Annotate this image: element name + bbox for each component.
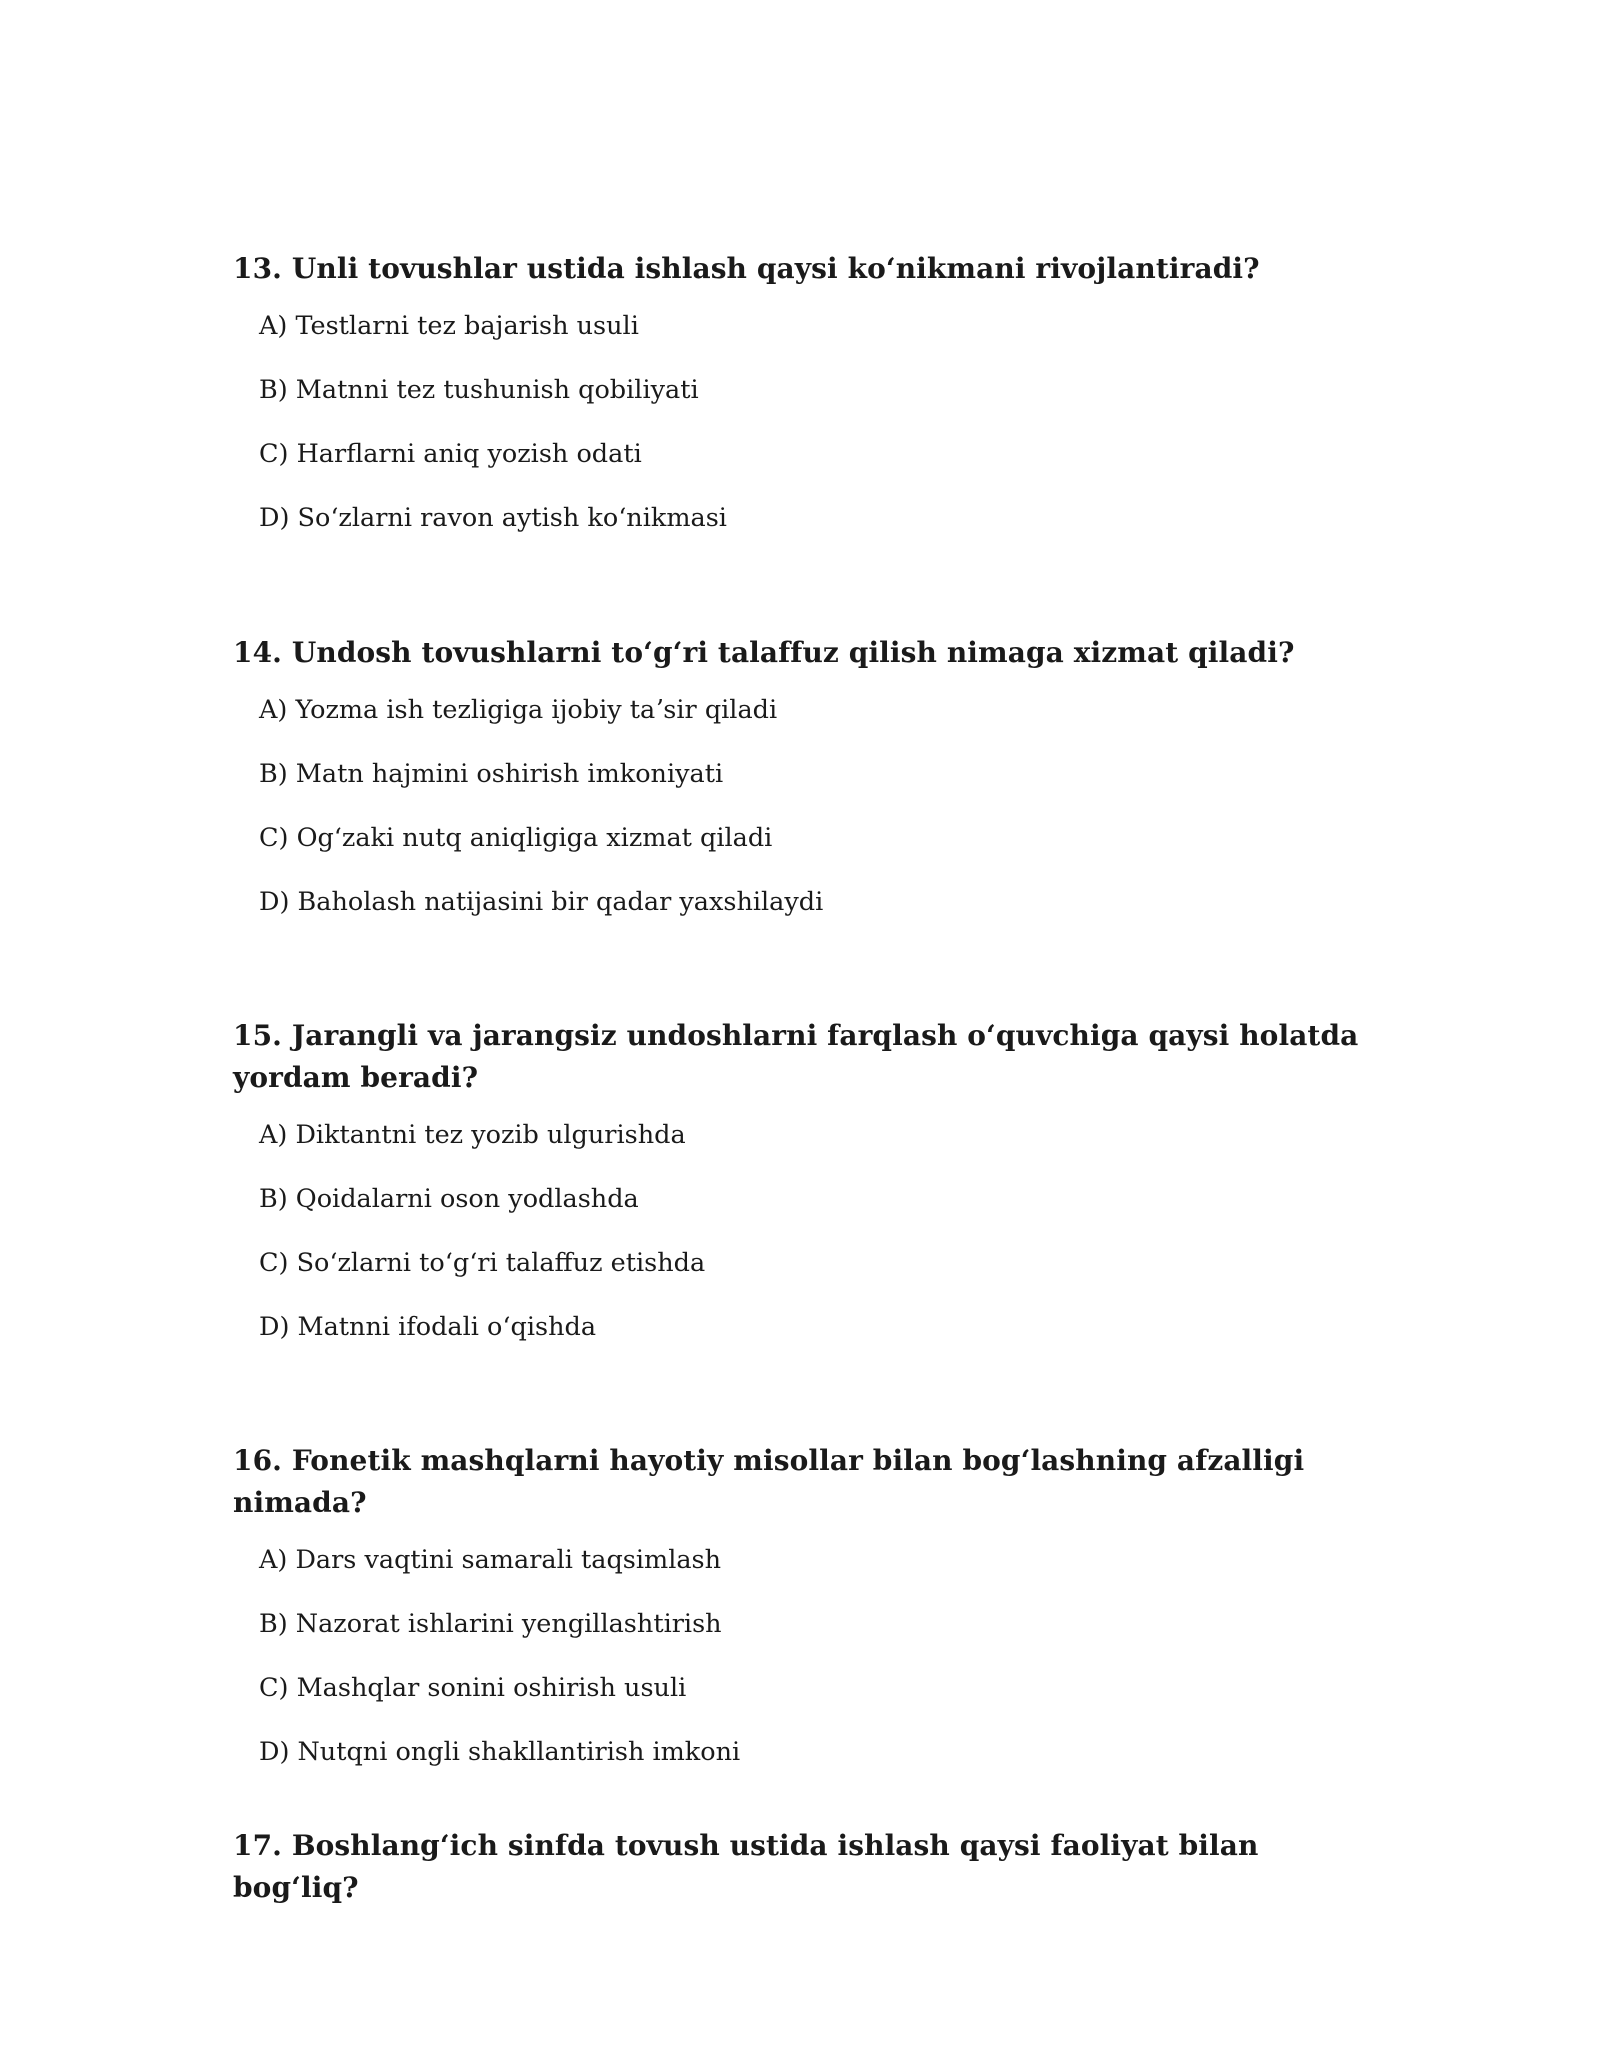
option-a: A) Diktantni tez yozib ulgurishda bbox=[259, 1120, 686, 1150]
question-15 bbox=[233, 1015, 1393, 1344]
question-13 bbox=[233, 248, 1393, 535]
question-title: 16. Fonetik mashqlarni hayotiy misollar bilan bogʻlashning afzalligi nimada? bbox=[233, 1444, 1305, 1519]
answer-options bbox=[259, 1118, 1393, 1344]
answer-options bbox=[259, 309, 1393, 535]
option-b: B) Matnni tez tushunish qobiliyati bbox=[259, 375, 699, 405]
option-a: A) Dars vaqtini samarali taqsimlash bbox=[259, 1545, 722, 1575]
option-d: D) Soʻzlarni ravon aytish koʻnikmasi bbox=[259, 503, 727, 533]
option-b: B) Nazorat ishlarini yengillashtirish bbox=[259, 1609, 722, 1639]
option-c: C) Ogʻzaki nutq aniqligiga xizmat qiladi bbox=[259, 823, 773, 853]
option-a: A) Testlarni tez bajarish usuli bbox=[259, 311, 639, 341]
question-title: 15. Jarangli va jarangsiz undoshlarni farqlash oʻquvchiga qaysi holatda yordam beradi? bbox=[233, 1019, 1359, 1094]
option-d: D) Nutqni ongli shakllantirish imkoni bbox=[259, 1737, 741, 1767]
answer-options bbox=[259, 1543, 1393, 1769]
question-14 bbox=[233, 632, 1393, 919]
option-d: D) Matnni ifodali oʻqishda bbox=[259, 1312, 597, 1342]
question-16 bbox=[233, 1440, 1393, 1769]
question-title: 17. Boshlangʻich sinfda tovush ustida ishlash qaysi faoliyat bilan bogʻliq? bbox=[233, 1829, 1259, 1904]
question-title: 14. Undosh tovushlarni toʻgʻri talaffuz qilish nimaga xizmat qiladi? bbox=[233, 636, 1295, 669]
question-17 bbox=[233, 1825, 1393, 1909]
question-title: 13. Unli tovushlar ustida ishlash qaysi koʻnikmani rivojlantiradi? bbox=[233, 252, 1260, 285]
option-b: B) Matn hajmini oshirish imkoniyati bbox=[259, 759, 724, 789]
answer-options bbox=[259, 693, 1393, 919]
option-c: C) Harflarni aniq yozish odati bbox=[259, 439, 642, 469]
option-c: C) Mashqlar sonini oshirish usuli bbox=[259, 1673, 687, 1703]
option-b: B) Qoidalarni oson yodlashda bbox=[259, 1184, 639, 1214]
option-c: C) Soʻzlarni toʻgʻri talaffuz etishda bbox=[259, 1248, 706, 1278]
option-a: A) Yozma ish tezligiga ijobiy taʼsir qiladi bbox=[259, 695, 778, 725]
option-d: D) Baholash natijasini bir qadar yaxshilaydi bbox=[259, 887, 824, 917]
